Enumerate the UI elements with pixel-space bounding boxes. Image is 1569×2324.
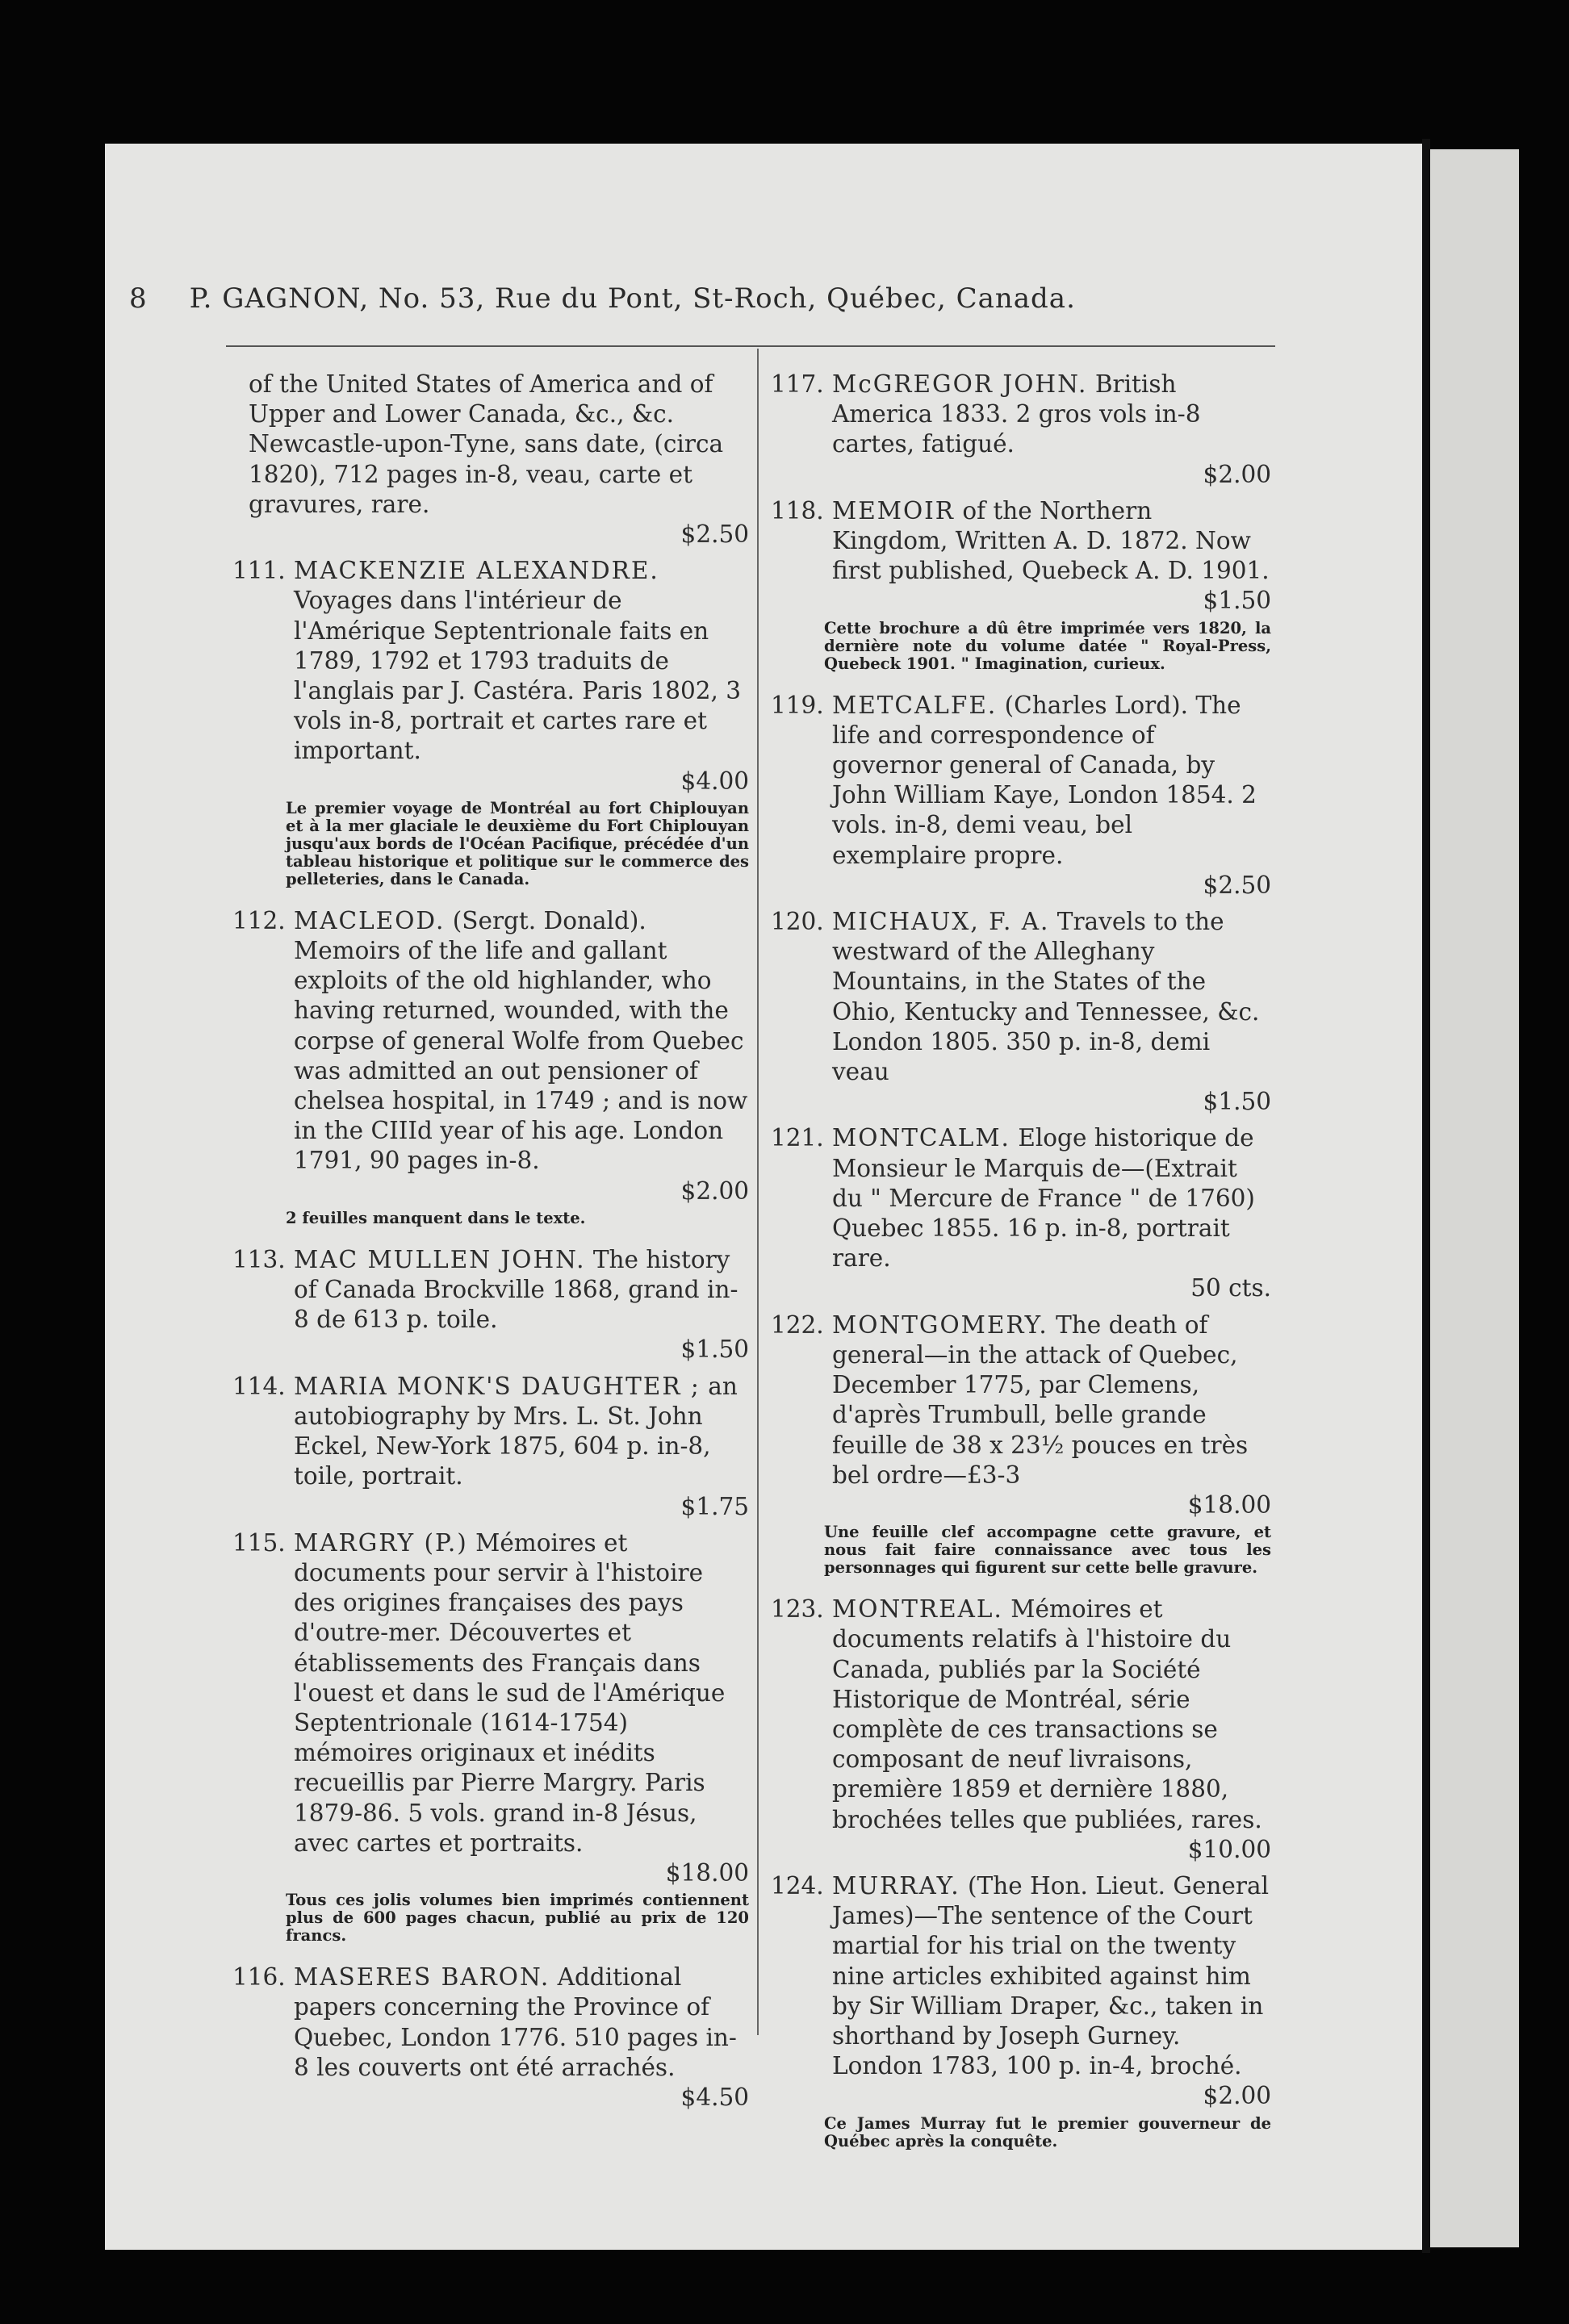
entry-118	[771, 496, 1271, 673]
entry-text: Eloge historique de Monsieur le Marquis de—(Extrait du " Mercure de France " de 1760) Quebec 1855. 16 p. in-8, portrait rare.	[832, 1124, 1255, 1273]
entry-115	[232, 1528, 749, 1945]
entry-heading: MURRAY.	[832, 1871, 960, 1900]
entry-heading: METCALFE.	[832, 691, 998, 719]
entry-number: 120.	[771, 908, 824, 936]
entry-122	[771, 1310, 1271, 1577]
entry-price: $4.00	[680, 767, 749, 795]
entry-text: Additional papers concerning the Province of Quebec, London 1776. 510 pages in-8 les couverts ont été arrachés.	[294, 1963, 737, 2081]
page-gutter	[1422, 139, 1430, 2253]
entry-continuation	[249, 370, 749, 550]
entry-text: Voyages dans l'intérieur de l'Amérique Septentrionale faits en 1789, 1792 et 1793 traduits de l'anglais par J. Castéra. Paris 1802, 3 vols in-8, portrait et cartes rare et important.	[294, 587, 742, 765]
entry-114	[232, 1372, 749, 1522]
entry-number: 124.	[771, 1871, 824, 1900]
entry-116	[232, 1962, 749, 2113]
entry-123	[771, 1595, 1271, 1865]
entry-number: 121.	[771, 1124, 824, 1152]
entry-price: $1.50	[1203, 587, 1271, 615]
entry-heading: MONTREAL.	[832, 1595, 1003, 1624]
entry-note: Ce James Murray fut le premier gouverneur de Québec après la conquête.	[824, 2113, 1271, 2151]
entry-text: of the Northern Kingdom, Written A. D. 1872. Now first published, Quebeck A. D. 1901.	[832, 496, 1270, 585]
entry-number: 112.	[232, 906, 286, 934]
column-divider	[757, 349, 759, 2035]
entry-number: 116.	[232, 1963, 286, 1992]
entry-heading: MAC MULLEN JOHN.	[294, 1245, 586, 1273]
entry-120	[771, 907, 1271, 1117]
entry-heading: MEMOIR	[832, 496, 955, 525]
entry-text: Mémoires et documents relatifs à l'histoire du Canada, publiés par la Société Historique de Montréal, série complète de ces transactions se composant de neuf livraisons, première 1859 et dernière 1880, brochées telles que publiées, rares.	[832, 1595, 1262, 1833]
entry-number: 115.	[232, 1528, 286, 1557]
entry-text: Travels to the westward of the Alleghany Mountains, in the States of the Ohio, Kentucky and Tennessee, &c. London 1805. 350 p. in-8, demi veau	[832, 908, 1260, 1086]
entry-price: $18.00	[665, 1858, 749, 1887]
right-column	[771, 370, 1271, 2168]
entry-number: 117.	[771, 370, 824, 398]
entry-text: British America 1833. 2 gros vols in-8 cartes, fatigué.	[832, 370, 1201, 458]
entry-number: 114.	[232, 1372, 286, 1400]
entry-111	[232, 556, 749, 888]
entry-number: 113.	[232, 1245, 286, 1273]
entry-number: 118.	[771, 496, 824, 525]
entry-117	[771, 370, 1271, 490]
page-number: 8	[129, 282, 148, 315]
entry-price: $2.00	[1203, 460, 1271, 488]
entry-note: Tous ces jolis volumes bien imprimés contiennent plus de 600 pages chacun, publié au prix de 120 francs.	[286, 1891, 749, 1946]
entry-price: $18.00	[1187, 1490, 1271, 1519]
entry-text: of the United States of America and of Upper and Lower Canada, &c., &c. Newcastle-upon-Tyne, sans date, (circa 1820), 712 pages in-8, veau, carte et gravures, rare.	[249, 370, 724, 518]
entry-price: $2.50	[680, 520, 749, 549]
entry-number: 123.	[771, 1595, 824, 1624]
header-rule	[226, 345, 1275, 347]
entry-note: Le premier voyage de Montréal au fort Chiplouyan et à la mer glaciale le deuxième du Fort Chiplouyan jusqu'aux bords de l'Océan Pacifique, précédée d'un tableau historique et politique sur le commerce des pelleteries, dans le Canada.	[286, 798, 749, 888]
entry-number: 122.	[771, 1310, 824, 1339]
entry-text: (Sergt. Donald). Memoirs of the life and gallant exploits of the old highlander, who having returned, wounded, with the corpse of general Wolfe from Quebec was admitted an out pensioner of chelsea hospital, in 1749 ; and is now in the CIIId year of his age. London 1791, 90 pages in-8.	[294, 906, 748, 1175]
entry-heading: MICHAUX, F. A.	[832, 908, 1050, 936]
left-column	[232, 370, 749, 2119]
entry-text: The history of Canada Brockville 1868, grand in-8 de 613 p. toile.	[294, 1245, 738, 1334]
entry-note: Cette brochure a dû être imprimée vers 1820, la dernière note du volume datée " Royal-Press, Quebeck 1901. " Imagination, curieux.	[824, 618, 1271, 673]
entry-113	[232, 1245, 749, 1365]
entry-heading: MONTGOMERY.	[832, 1310, 1048, 1339]
entry-text: (Charles Lord). The life and correspondence of governor general of Canada, by John William Kaye, London 1854. 2 vols. in-8, demi veau, bel exemplaire propre.	[832, 691, 1257, 869]
entry-heading: MASERES BARON.	[294, 1963, 550, 1992]
entry-heading: MACKENZIE ALEXANDRE.	[294, 557, 659, 585]
entry-price: $2.00	[680, 1177, 749, 1205]
entry-112	[232, 906, 749, 1227]
entry-heading: MONTCALM.	[832, 1124, 1010, 1152]
entry-text: an autobiography by Mrs. L. St. John Eckel, New-York 1875, 604 p. in-8, toile, portrait.	[294, 1372, 738, 1490]
entry-price: $1.50	[1203, 1088, 1271, 1116]
entry-121	[771, 1123, 1271, 1303]
entry-heading: MARGRY (P.)	[294, 1528, 468, 1557]
page-header	[129, 282, 1162, 315]
entry-119	[771, 691, 1271, 901]
entry-heading: MARIA MONK'S DAUGHTER ;	[294, 1372, 701, 1400]
entry-price: 50 cts.	[1190, 1274, 1271, 1302]
entry-heading: McGREGOR JOHN.	[832, 370, 1088, 398]
entry-note: Une feuille clef accompagne cette gravure, et nous fait faire connaissance avec tous les personnages qui figurent sur cette belle gravure.	[824, 1523, 1271, 1578]
entry-price: $2.00	[1203, 2082, 1271, 2110]
adjacent-page-edge	[1430, 149, 1519, 2247]
entry-text: The death of general—in the attack of Quebec, December 1775, par Clemens, d'après Trumbull, belle grande feuille de 38 x 23½ pouces en très bel ordre—£3-3	[832, 1310, 1249, 1489]
entry-number: 111.	[232, 557, 286, 585]
entry-price: $2.50	[1203, 871, 1271, 899]
entry-price: $4.50	[680, 2083, 749, 2111]
entry-text: (The Hon. Lieut. General James)—The sentence of the Court martial for his trial on the twenty nine articles exhibited against him by Sir William Draper, &c., taken in shorthand by Joseph Gurney. London 1783, 100 p. in-4, broché.	[832, 1871, 1270, 2080]
entry-number: 119.	[771, 691, 824, 719]
header-address: P. GAGNON, No. 53, Rue du Pont, St-Roch, Québec, Canada.	[189, 282, 1076, 315]
entry-price: $10.00	[1187, 1835, 1271, 1863]
entry-price: $1.75	[680, 1492, 749, 1520]
entry-price: $1.50	[680, 1335, 749, 1364]
entry-heading: MACLEOD.	[294, 906, 446, 934]
entry-text: Mémoires et documents pour servir à l'histoire des origines françaises des pays d'outre-mer. Découvertes et établissements des Français dans l'ouest et dans le sud de l'Amérique Septentrionale (1614-1754) mémoires originaux et inédits recueillis par Pierre Margry. Paris 1879-86. 5 vols. grand in-8 Jésus, avec cartes et portraits.	[294, 1528, 726, 1857]
entry-note: 2 feuilles manquent dans le texte.	[286, 1208, 586, 1227]
entry-124	[771, 1871, 1271, 2151]
